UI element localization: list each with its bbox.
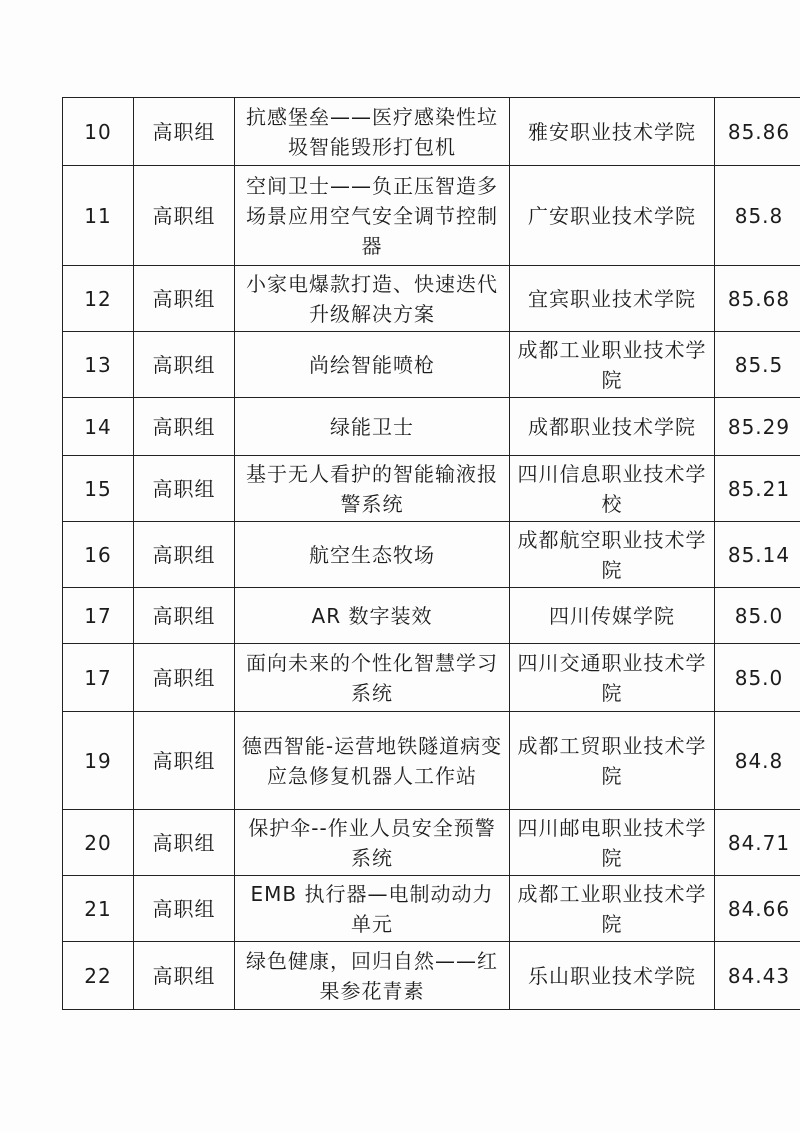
table-row [63, 810, 800, 876]
score-cell: 84.71 [715, 810, 800, 876]
group-cell: 高职组 [134, 166, 235, 266]
school-cell: 雅安职业技术学院 [510, 98, 715, 166]
score-cell: 84.66 [715, 876, 800, 942]
score-cell: 84.8 [715, 712, 800, 810]
rank-cell: 14 [63, 398, 134, 456]
school-cell: 宜宾职业技术学院 [510, 266, 715, 332]
group-cell: 高职组 [134, 712, 235, 810]
rank-cell: 20 [63, 810, 134, 876]
project-cell: 基于无人看护的智能输液报警系统 [235, 456, 510, 522]
score-cell: 85.0 [715, 644, 800, 712]
rank-cell: 22 [63, 942, 134, 1010]
rank-cell: 21 [63, 876, 134, 942]
table-row [63, 266, 800, 332]
score-cell: 85.21 [715, 456, 800, 522]
score-cell: 85.5 [715, 332, 800, 398]
table-row [63, 166, 800, 266]
school-cell: 四川邮电职业技术学院 [510, 810, 715, 876]
group-cell: 高职组 [134, 266, 235, 332]
group-cell: 高职组 [134, 398, 235, 456]
school-cell: 四川信息职业技术学校 [510, 456, 715, 522]
project-cell: 保护伞--作业人员安全预警系统 [235, 810, 510, 876]
rank-cell: 17 [63, 588, 134, 644]
school-cell: 乐山职业技术学院 [510, 942, 715, 1010]
rank-cell: 16 [63, 522, 134, 588]
project-cell: 空间卫士——负正压智造多场景应用空气安全调节控制器 [235, 166, 510, 266]
rank-cell: 19 [63, 712, 134, 810]
score-cell: 85.68 [715, 266, 800, 332]
school-cell: 广安职业技术学院 [510, 166, 715, 266]
project-cell: 航空生态牧场 [235, 522, 510, 588]
table-row [63, 332, 800, 398]
project-cell: EMB 执行器—电制动动力单元 [235, 876, 510, 942]
group-cell: 高职组 [134, 456, 235, 522]
table-row [63, 456, 800, 522]
score-cell: 85.86 [715, 98, 800, 166]
table-row [63, 522, 800, 588]
group-cell: 高职组 [134, 876, 235, 942]
rank-cell: 15 [63, 456, 134, 522]
table-row [63, 876, 800, 942]
project-cell: 绿能卫士 [235, 398, 510, 456]
group-cell: 高职组 [134, 644, 235, 712]
score-cell: 85.0 [715, 588, 800, 644]
rank-cell: 10 [63, 98, 134, 166]
rank-cell: 13 [63, 332, 134, 398]
project-cell: AR 数字装效 [235, 588, 510, 644]
group-cell: 高职组 [134, 942, 235, 1010]
table-row [63, 942, 800, 1010]
project-cell: 面向未来的个性化智慧学习系统 [235, 644, 510, 712]
rank-cell: 17 [63, 644, 134, 712]
school-cell: 成都工业职业技术学院 [510, 332, 715, 398]
group-cell: 高职组 [134, 588, 235, 644]
project-cell: 德西智能-运营地铁隧道病变应急修复机器人工作站 [235, 712, 510, 810]
group-cell: 高职组 [134, 332, 235, 398]
rank-cell: 12 [63, 266, 134, 332]
project-cell: 小家电爆款打造、快速迭代升级解决方案 [235, 266, 510, 332]
score-cell: 85.8 [715, 166, 800, 266]
score-cell: 85.29 [715, 398, 800, 456]
group-cell: 高职组 [134, 522, 235, 588]
project-cell: 绿色健康，回归自然——红果参花青素 [235, 942, 510, 1010]
project-cell: 尚绘智能喷枪 [235, 332, 510, 398]
table-row [63, 644, 800, 712]
project-cell: 抗感堡垒——医疗感染性垃圾智能毁形打包机 [235, 98, 510, 166]
table-row [63, 588, 800, 644]
school-cell: 四川交通职业技术学院 [510, 644, 715, 712]
score-cell: 84.43 [715, 942, 800, 1010]
school-cell: 成都航空职业技术学院 [510, 522, 715, 588]
group-cell: 高职组 [134, 98, 235, 166]
score-cell: 85.14 [715, 522, 800, 588]
table-row [63, 398, 800, 456]
school-cell: 四川传媒学院 [510, 588, 715, 644]
table-row [63, 712, 800, 810]
rank-cell: 11 [63, 166, 134, 266]
table-row [63, 98, 800, 166]
results-table [62, 97, 800, 1010]
school-cell: 成都工业职业技术学院 [510, 876, 715, 942]
school-cell: 成都工贸职业技术学院 [510, 712, 715, 810]
school-cell: 成都职业技术学院 [510, 398, 715, 456]
group-cell: 高职组 [134, 810, 235, 876]
